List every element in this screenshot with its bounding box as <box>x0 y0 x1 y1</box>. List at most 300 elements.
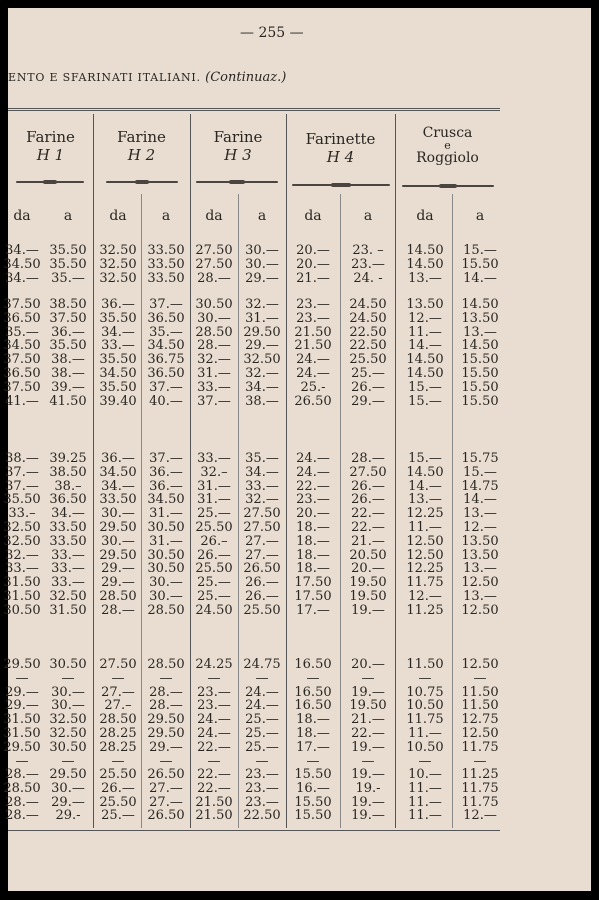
table-cell: 37.50 <box>49 310 87 326</box>
header-farine-h1 <box>8 128 93 164</box>
document-page <box>3 8 591 891</box>
table-cell: 14.— <box>463 270 497 286</box>
table-cell: 38.50 <box>49 297 87 312</box>
table-cell: — <box>15 753 29 769</box>
table-cell: 23. – <box>352 243 384 258</box>
table-cell: 33.— <box>197 451 231 466</box>
table-cell: 32.— <box>245 492 279 508</box>
table-cell: 32.– <box>200 464 228 480</box>
table-cell: 22.50 <box>243 808 281 824</box>
table-bottom-rule <box>8 830 500 831</box>
table-cell: 32.50 <box>49 712 87 728</box>
table-cell: 23.— <box>296 492 330 508</box>
table-cell: 14.50 <box>406 464 444 480</box>
table-cell: 13.— <box>408 270 442 286</box>
table-cell: 30.50 <box>49 739 87 755</box>
table-cell: 24.50 <box>349 310 387 326</box>
table-cell: 25.50 <box>99 794 137 810</box>
table-cell: 11.75 <box>461 794 499 810</box>
table-cell: 12.25 <box>406 561 444 577</box>
table-cell: 14.50 <box>406 256 444 272</box>
table-cell: 12.— <box>408 310 442 326</box>
table-cell: 20.— <box>296 256 330 272</box>
subheader-da: da <box>304 208 322 224</box>
table-cell: 28.50 <box>147 657 185 672</box>
table-cell: 25.50 <box>243 602 281 618</box>
table-cell: 29.50 <box>3 657 41 672</box>
table-cell: 13.— <box>463 324 497 340</box>
header-name: Farine <box>117 128 166 146</box>
table-cell: 14.— <box>408 478 442 494</box>
table-cell: 22.— <box>197 739 231 755</box>
table-cell: 33.– <box>8 506 36 522</box>
table-cell: 28.— <box>197 338 231 354</box>
table-cell: 22.— <box>197 767 231 782</box>
table-cell: 26.— <box>245 575 279 591</box>
table-cell: 28.— <box>5 808 39 824</box>
table-cell: 31.— <box>197 492 231 508</box>
table-cell: 26.50 <box>147 808 185 824</box>
title-continuation: (Continuaz.) <box>205 70 287 85</box>
table-cell: 23.— <box>351 256 385 272</box>
table-cell: 21.50 <box>195 808 233 824</box>
table-cell: 15.— <box>463 243 497 258</box>
table-cell: 26.50 <box>294 393 332 409</box>
table-cell: 25.— <box>101 808 135 824</box>
table-cell: 26.50 <box>243 561 281 577</box>
table-cell: 24.50 <box>195 602 233 618</box>
table-cell: — <box>255 753 269 769</box>
table-cell: 31.— <box>245 310 279 326</box>
table-cell: 14.— <box>408 338 442 354</box>
table-cell: 32.50 <box>99 270 137 286</box>
table-cell: 13.50 <box>461 547 499 563</box>
table-cell: 29.50 <box>147 726 185 741</box>
table-cell: 38.— <box>5 451 39 466</box>
table-cell: 33.50 <box>49 520 87 535</box>
table-cell: — <box>159 753 173 769</box>
table-cell: 13.— <box>463 589 497 604</box>
table-cell: 34.50 <box>147 492 185 508</box>
table-cell: 18.— <box>296 520 330 535</box>
table-cell: 20.50 <box>349 547 387 563</box>
table-cell: 30.— <box>51 684 85 700</box>
table-cell: 22.— <box>351 520 385 535</box>
table-cell: 19.50 <box>349 589 387 604</box>
table-cell: 30.50 <box>147 520 185 535</box>
table-cell: 24.— <box>296 366 330 381</box>
table-cell: 40.— <box>149 393 183 409</box>
table-cell: 31.— <box>197 366 231 381</box>
table-cell: 38.– <box>54 478 82 494</box>
table-cell: 33.50 <box>147 270 185 286</box>
table-cell: 34.50 <box>3 256 41 272</box>
table-cell: 30.— <box>51 780 85 796</box>
table-cell: 29.— <box>101 575 135 591</box>
table-cell: 33.50 <box>147 256 185 272</box>
table-cell: 35.50 <box>49 338 87 354</box>
table-cell: 14.— <box>463 492 497 508</box>
table-cell: 32.50 <box>3 520 41 535</box>
table-cell: 32.50 <box>49 589 87 604</box>
subheader-a: a <box>257 208 267 224</box>
table-top-rule <box>8 108 500 111</box>
table-cell: 15.50 <box>294 767 332 782</box>
table-cell: 29.— <box>101 561 135 577</box>
table-cell: — <box>418 670 432 686</box>
table-cell: 29.— <box>5 684 39 700</box>
table-cell: 30.50 <box>147 547 185 563</box>
table-cell: 24.— <box>296 451 330 466</box>
table-cell: 14.50 <box>461 297 499 312</box>
table-cell: 29.— <box>51 794 85 810</box>
table-cell: 18.— <box>296 712 330 728</box>
table-cell: 30.— <box>101 533 135 549</box>
table-cell: 25.50 <box>349 352 387 368</box>
table-cell: 37.50 <box>3 379 41 395</box>
table-cell: 24.— <box>245 698 279 714</box>
table-cell: 29.— <box>149 739 183 755</box>
table-cell: 34.50 <box>147 338 185 354</box>
table-cell: 15.— <box>408 393 442 409</box>
table-cell: 36.— <box>51 324 85 340</box>
table-cell: 22.— <box>351 726 385 741</box>
table-cell: 29.— <box>245 338 279 354</box>
table-cell: 31.50 <box>3 589 41 604</box>
table-cell: 41.— <box>5 393 39 409</box>
header-conjunction: e <box>444 139 451 152</box>
table-cell: 15.50 <box>461 393 499 409</box>
table-cell: — <box>418 753 432 769</box>
table-cell: 29.50 <box>99 547 137 563</box>
table-cell: 16.50 <box>294 698 332 714</box>
table-cell: 21.— <box>351 533 385 549</box>
table-cell: 32.50 <box>3 533 41 549</box>
table-cell: 32.— <box>5 547 39 563</box>
table-cell: 28.— <box>351 451 385 466</box>
table-cell: 33.— <box>101 338 135 354</box>
table-cell: 24.50 <box>349 297 387 312</box>
table-cell: 36.— <box>149 464 183 480</box>
table-cell: 13.50 <box>461 533 499 549</box>
table-cell: 24.— <box>197 726 231 741</box>
table-cell: 22.50 <box>349 338 387 354</box>
subheader-a: a <box>475 208 485 224</box>
table-cell: 12.25 <box>406 506 444 522</box>
table-cell: 35.50 <box>99 379 137 395</box>
table-cell: 28.— <box>149 684 183 700</box>
table-cell: 34.— <box>51 506 85 522</box>
table-cell: 10.50 <box>406 698 444 714</box>
header-name: Farine <box>213 128 263 146</box>
table-cell: 39.— <box>51 379 85 395</box>
table-cell: 18.— <box>296 533 330 549</box>
table-cell: 24.75 <box>243 657 281 672</box>
header-ornament <box>106 181 178 183</box>
table-cell: 10.— <box>408 767 442 782</box>
table-cell: 24.— <box>296 464 330 480</box>
table-cell: 37.50 <box>3 297 41 312</box>
table-cell: 27.— <box>149 794 183 810</box>
table-cell: 36.— <box>101 297 135 312</box>
table-cell: 12.— <box>408 589 442 604</box>
table-cell: 17.50 <box>294 589 332 604</box>
title-prefix: ENTO E SFARINATI ITALIANI. <box>8 71 201 84</box>
table-cell: 26.50 <box>147 767 185 782</box>
table-cell: 11.25 <box>461 767 499 782</box>
table-cell: 23.— <box>296 297 330 312</box>
table-cell: 20.— <box>296 243 330 258</box>
table-cell: — <box>361 753 375 769</box>
table-cell: 19.50 <box>349 575 387 591</box>
table-cell: — <box>306 670 320 686</box>
table-cell: 25.50 <box>195 561 233 577</box>
table-cell: 30.— <box>51 698 85 714</box>
table-cell: 35.50 <box>99 352 137 368</box>
table-cell: 13.— <box>463 506 497 522</box>
table-cell: 30.— <box>149 575 183 591</box>
table-cell: 36.50 <box>3 310 41 326</box>
header-name: Farine <box>26 128 75 146</box>
table-cell: 11.— <box>408 520 442 535</box>
table-cell: 30.50 <box>3 602 41 618</box>
table-cell: 21.50 <box>195 794 233 810</box>
table-cell: 28.50 <box>195 324 233 340</box>
table-cell: — <box>15 670 29 686</box>
table-cell: 29.- <box>55 808 81 824</box>
table-cell: 15.— <box>463 464 497 480</box>
subheader-a: a <box>63 208 73 224</box>
table-cell: 35.— <box>245 451 279 466</box>
table-cell: 13.— <box>408 492 442 508</box>
table-cell: 17.50 <box>294 575 332 591</box>
table-cell: 30.— <box>245 243 279 258</box>
header-sub: H 1 <box>36 146 65 164</box>
table-cell: 29.50 <box>3 739 41 755</box>
table-cell: 24.— <box>296 352 330 368</box>
table-cell: — <box>473 753 487 769</box>
table-cell: 27.– <box>104 698 132 714</box>
table-cell: 13.50 <box>406 297 444 312</box>
table-cell: 35.— <box>149 324 183 340</box>
table-cell: 38.— <box>51 366 85 381</box>
table-cell: 36.— <box>149 478 183 494</box>
table-cell: 25.- <box>300 379 326 395</box>
table-cell: 14.50 <box>461 338 499 354</box>
table-cell: 33.— <box>51 547 85 563</box>
table-cell: 26.– <box>200 533 228 549</box>
table-cell: 27.50 <box>195 256 233 272</box>
table-cell: — <box>255 670 269 686</box>
column-rule <box>395 114 396 828</box>
table-cell: 19.50 <box>349 698 387 714</box>
table-cell: 34.— <box>5 243 39 258</box>
table-cell: 29.— <box>351 393 385 409</box>
header-ornament <box>196 181 278 183</box>
table-cell: 33.— <box>245 478 279 494</box>
table-cell: 32.— <box>245 297 279 312</box>
table-cell: 34.50 <box>3 338 41 354</box>
table-cell: 12.50 <box>461 726 499 741</box>
table-cell: 36.50 <box>147 366 185 381</box>
table-cell: 30.— <box>245 256 279 272</box>
table-cell: 36.50 <box>3 366 41 381</box>
table-cell: 31.— <box>149 506 183 522</box>
table-cell: 32.50 <box>99 243 137 258</box>
table-cell: 27.50 <box>195 243 233 258</box>
table-cell: 18.— <box>296 561 330 577</box>
subheader-a: a <box>161 208 171 224</box>
table-cell: 25.— <box>245 726 279 741</box>
table-cell: 36.— <box>101 451 135 466</box>
table-cell: 12.50 <box>461 602 499 618</box>
table-cell: 11.75 <box>461 780 499 796</box>
table-cell: 16.50 <box>294 684 332 700</box>
table-cell: 33.50 <box>147 243 185 258</box>
table-cell: 11.75 <box>461 739 499 755</box>
table-cell: 20.— <box>351 657 385 672</box>
table-cell: 19.- <box>355 780 381 796</box>
table-cell: 20.— <box>351 561 385 577</box>
table-cell: 12.50 <box>461 657 499 672</box>
header-crusca-roggiolo <box>395 126 500 166</box>
table-cell: 31.— <box>197 478 231 494</box>
table-cell: 35.50 <box>49 256 87 272</box>
table-cell: 29.50 <box>243 324 281 340</box>
table-cell: — <box>306 753 320 769</box>
table-cell: 36.50 <box>147 310 185 326</box>
table-cell: 14.50 <box>406 352 444 368</box>
header-ornament <box>402 185 494 187</box>
table-cell: 23.— <box>245 767 279 782</box>
table-cell: 21.— <box>296 270 330 286</box>
table-cell: 37.50 <box>3 352 41 368</box>
table-cell: 28.50 <box>99 589 137 604</box>
table-cell: 19.— <box>351 767 385 782</box>
table-cell: 11.50 <box>406 657 444 672</box>
table-cell: 26.— <box>351 478 385 494</box>
table-cell: 30.50 <box>147 561 185 577</box>
table-cell: 31.— <box>149 533 183 549</box>
header-sub: H 3 <box>224 146 252 164</box>
table-cell: 28.— <box>197 270 231 286</box>
table-cell: 32.50 <box>99 256 137 272</box>
table-cell: 13.— <box>463 561 497 577</box>
table-cell: 21.— <box>351 712 385 728</box>
table-cell: 33.50 <box>49 533 87 549</box>
table-cell: 19.— <box>351 684 385 700</box>
table-cell: 15.— <box>408 451 442 466</box>
table-cell: 37.— <box>5 464 39 480</box>
table-cell: 15.75 <box>461 451 499 466</box>
table-cell: 11.50 <box>461 684 499 700</box>
table-cell: — <box>111 753 125 769</box>
table-cell: 36.50 <box>49 492 87 508</box>
table-cell: 37.— <box>5 478 39 494</box>
table-cell: 30.50 <box>195 297 233 312</box>
table-cell: — <box>61 753 75 769</box>
table-title <box>8 70 286 85</box>
table-cell: 28.— <box>5 767 39 782</box>
table-cell: 25.— <box>245 712 279 728</box>
table-cell: 28.50 <box>147 602 185 618</box>
table-cell: — <box>61 670 75 686</box>
table-cell: 35.— <box>5 324 39 340</box>
table-cell: 28.50 <box>3 780 41 796</box>
table-cell: 25.— <box>351 366 385 381</box>
table-cell: 35.50 <box>99 310 137 326</box>
table-cell: 31.50 <box>3 712 41 728</box>
header-sub: H 2 <box>127 146 156 164</box>
table-cell: 34.— <box>245 464 279 480</box>
table-cell: 18.— <box>296 547 330 563</box>
table-cell: 32.— <box>197 352 231 368</box>
table-cell: 11.50 <box>461 698 499 714</box>
table-cell: 38.— <box>245 393 279 409</box>
table-cell: 26.— <box>245 589 279 604</box>
table-cell: 23.— <box>197 684 231 700</box>
table-cell: 29.— <box>5 698 39 714</box>
table-cell: 22.— <box>351 506 385 522</box>
table-cell: — <box>207 670 221 686</box>
table-cell: 12.— <box>463 808 497 824</box>
table-cell: 12.75 <box>461 712 499 728</box>
table-cell: 31.50 <box>3 726 41 741</box>
page-number: — 255 — <box>240 25 304 41</box>
table-cell: 30.50 <box>49 657 87 672</box>
table-cell: 11.— <box>408 808 442 824</box>
table-cell: 11.25 <box>406 602 444 618</box>
table-cell: 27.50 <box>243 506 281 522</box>
header-farinette-h4 <box>286 130 395 166</box>
table-cell: — <box>207 753 221 769</box>
table-cell: 29.50 <box>99 520 137 535</box>
table-cell: 28.25 <box>99 726 137 741</box>
table-cell: 25.— <box>245 739 279 755</box>
table-cell: — <box>159 670 173 686</box>
table-cell: 32.— <box>245 366 279 381</box>
table-cell: 34.— <box>5 270 39 286</box>
table-cell: 24.25 <box>195 657 233 672</box>
header-farine-h3 <box>190 128 286 164</box>
table-cell: 35.50 <box>49 243 87 258</box>
subheader-da: da <box>109 208 127 224</box>
table-cell: 26.— <box>351 379 385 395</box>
table-cell: 32.50 <box>49 726 87 741</box>
table-cell: 27.— <box>101 684 135 700</box>
table-cell: 33.— <box>51 575 85 591</box>
table-cell: 41.50 <box>49 393 87 409</box>
table-cell: 25.— <box>197 575 231 591</box>
table-cell: 24.— <box>245 684 279 700</box>
table-cell: 17.— <box>296 602 330 618</box>
table-cell: 29.50 <box>147 712 185 728</box>
table-cell: 34.— <box>245 379 279 395</box>
subcolumn-rule <box>340 194 341 828</box>
table-cell: 30.— <box>149 589 183 604</box>
table-cell: 15.50 <box>294 808 332 824</box>
table-cell: 29.50 <box>49 767 87 782</box>
table-cell: 10.75 <box>406 684 444 700</box>
table-cell: 15.50 <box>461 352 499 368</box>
table-cell: 11.75 <box>406 712 444 728</box>
table-cell: 24. - <box>353 270 383 286</box>
table-cell: — <box>111 670 125 686</box>
table-cell: 15.50 <box>461 379 499 395</box>
table-cell: 28.— <box>149 698 183 714</box>
table-cell: 12.50 <box>461 575 499 591</box>
table-cell: 23.— <box>296 310 330 326</box>
